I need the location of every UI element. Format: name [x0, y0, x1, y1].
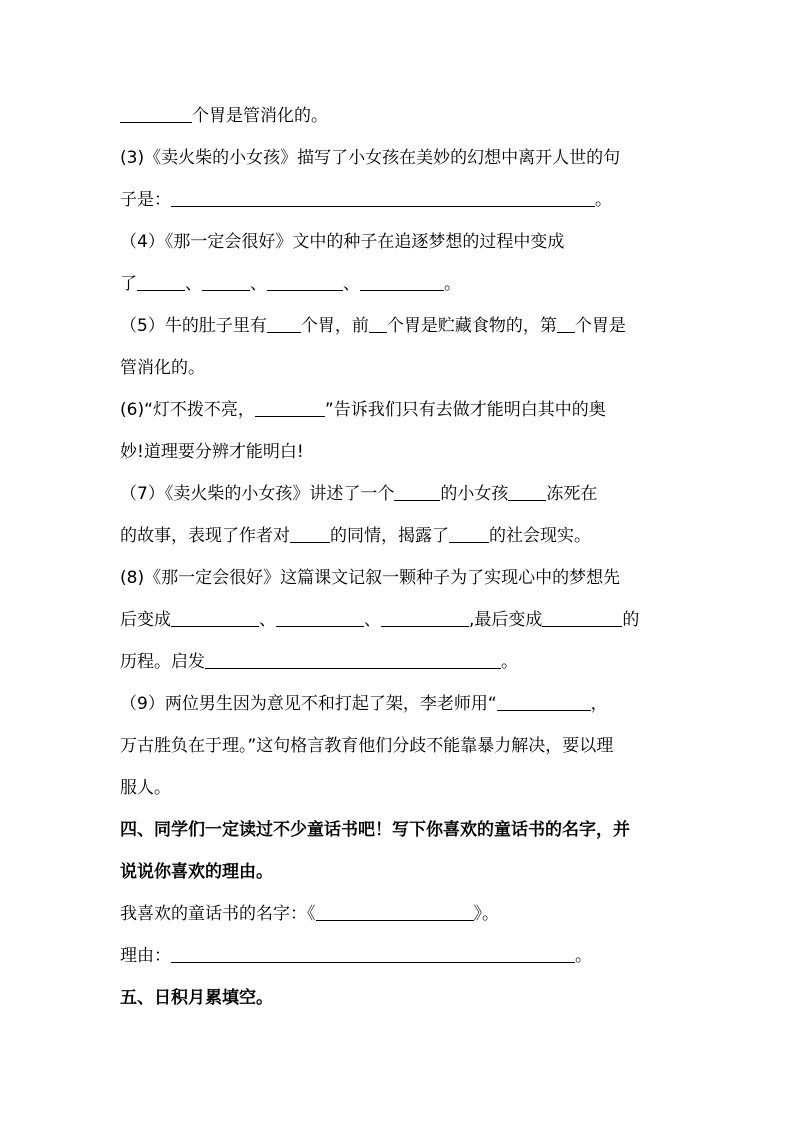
- question-3-line1: (3)《卖火柴的小女孩》描写了小女孩在美妙的幻想中离开人世的句: [120, 148, 621, 168]
- question-3-line2: 子是： 。: [120, 190, 612, 210]
- question-8-line1: (8)《那一定会很好》这篇课文记叙一颗种子为了实现心中的梦想先: [120, 568, 621, 588]
- question-8-line2: 后变成 、 、 ,最后变成 的: [120, 610, 640, 630]
- question-7-line1: （7）《卖火柴的小女孩》讲述了一个 的小女孩 冻死在: [120, 484, 598, 504]
- answer-blank[interactable]: [369, 314, 387, 333]
- answer-blank[interactable]: [171, 188, 595, 207]
- favorite-book-line: 我喜欢的童话书的名字：《 》。: [120, 904, 499, 924]
- question-4-line2: 了 、 、 、 。: [120, 274, 461, 294]
- answer-blank[interactable]: [205, 650, 501, 669]
- section-4-heading-line2: 说说你喜欢的理由。: [120, 862, 273, 882]
- answer-blank[interactable]: [171, 608, 259, 627]
- answer-blank[interactable]: [120, 104, 192, 123]
- question-9-line1: （9）两位男生因为意见不和打起了架，李老师用“ ，: [120, 694, 608, 714]
- answer-blank[interactable]: [381, 608, 469, 627]
- question-4-line1: （4）《那一定会很好》文中的种子在追逐梦想的过程中变成: [120, 232, 565, 252]
- question-8-line3: 历程。启发 。: [120, 652, 518, 672]
- answer-blank[interactable]: [508, 482, 546, 501]
- answer-blank[interactable]: [276, 608, 364, 627]
- question-5-line1: （5）牛的肚子里有 个胃，前 个胃是贮藏食物的，第 个胃是: [120, 316, 626, 336]
- question-9-line3: 服人。: [120, 778, 171, 798]
- book-name-blank[interactable]: [316, 902, 474, 921]
- section-4-heading-line1: 四、同学们一定读过不少童话书吧！写下你喜欢的童话书的名字，并: [120, 820, 630, 840]
- answer-blank[interactable]: [497, 692, 591, 711]
- answer-blank[interactable]: [449, 524, 489, 543]
- answer-blank[interactable]: [137, 272, 185, 291]
- answer-blank[interactable]: [542, 608, 622, 627]
- answer-blank[interactable]: [557, 314, 575, 333]
- prev-question-tail: 个胃是管消化的。: [120, 104, 680, 128]
- section-5-heading: 五、日积月累填空。: [120, 988, 273, 1008]
- question-7-line2: 的故事，表现了作者对 的同情，揭露了 的社会现实。: [120, 526, 591, 546]
- answer-blank[interactable]: [267, 314, 301, 333]
- question-6-line2: 妙!道理要分辨才能明白!: [120, 442, 304, 462]
- answer-blank[interactable]: [255, 398, 325, 417]
- answer-blank[interactable]: [202, 272, 250, 291]
- answer-blank[interactable]: [360, 272, 444, 291]
- question-6-line1: (6)“灯不拨不亮， ”告诉我们只有去做才能明白其中的奥: [120, 400, 606, 420]
- answer-blank[interactable]: [394, 482, 440, 501]
- answer-blank[interactable]: [267, 272, 343, 291]
- reason-blank[interactable]: [171, 944, 575, 963]
- question-5-line2: 管消化的。: [120, 358, 205, 378]
- question-9-line2: 万古胜负在于理。”这句格言教育他们分歧不能靠暴力解决，要以理: [120, 736, 614, 756]
- answer-blank[interactable]: [290, 524, 330, 543]
- reason-line: 理由： 。: [120, 946, 592, 966]
